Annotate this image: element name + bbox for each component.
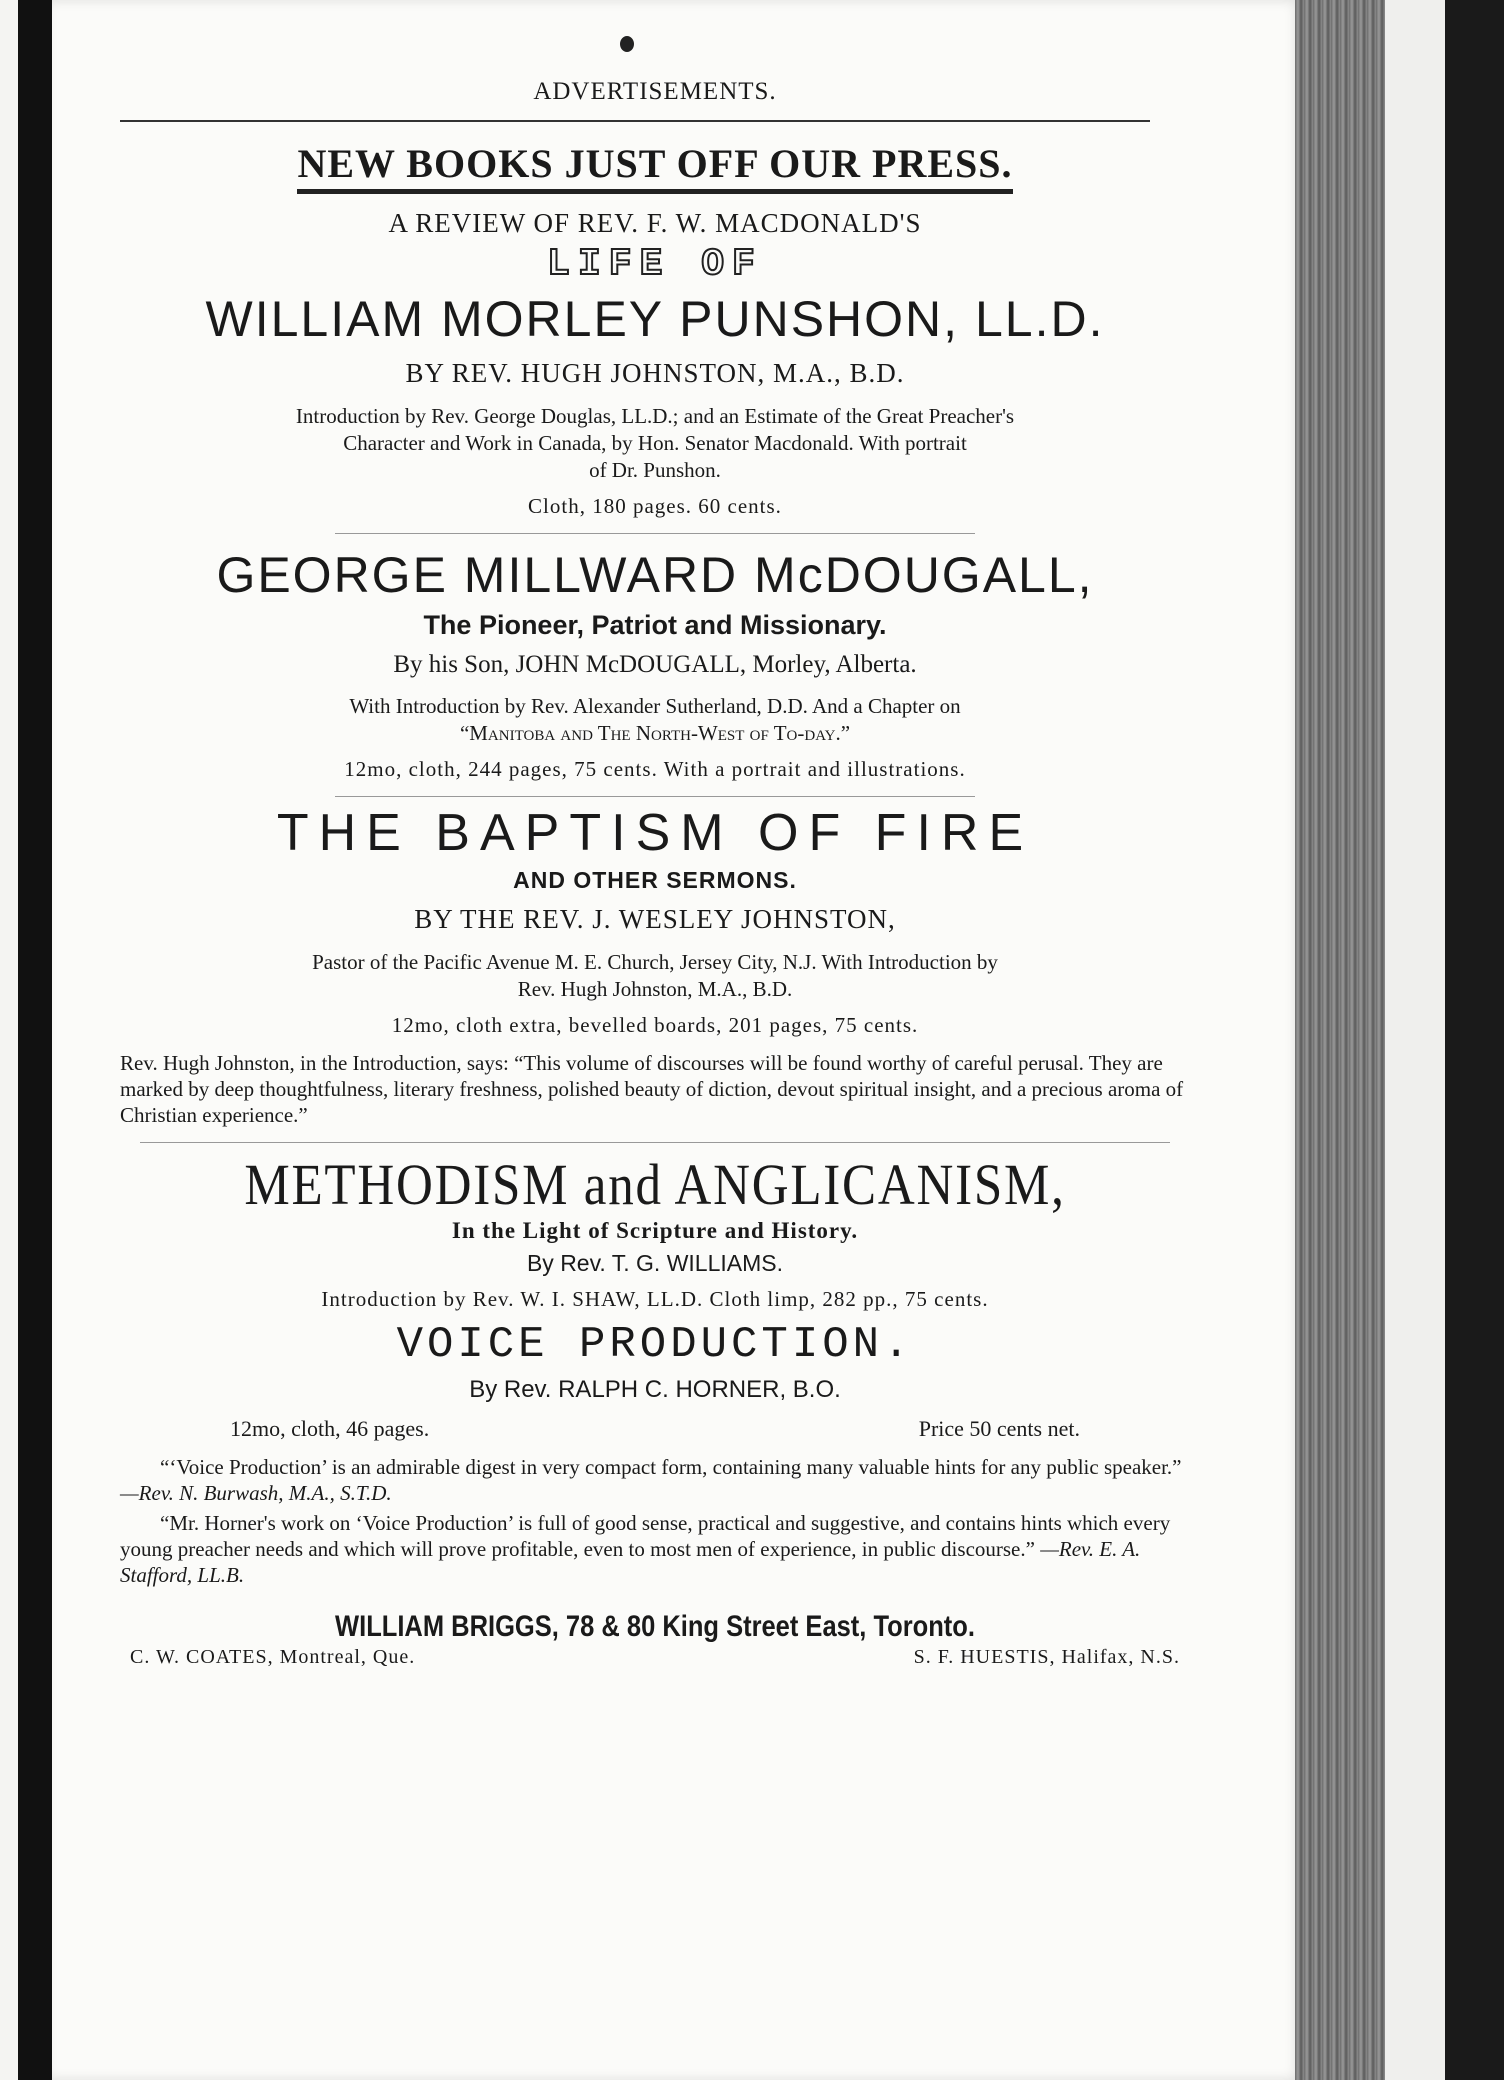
book-format: 12mo, cloth, 46 pages. xyxy=(230,1416,430,1441)
note-line: Character and Work in Canada, by Hon. Senator Macdonald. With portrait xyxy=(343,431,967,455)
page-content xyxy=(110,60,1200,1669)
book-note xyxy=(110,693,1200,747)
book-note xyxy=(110,403,1200,484)
book-byline: By Rev. T. G. WILLIAMS. xyxy=(526,1250,784,1276)
note-line: Pastor of the Pacific Avenue M. E. Church, Jersey City, N.J. With Introduction by xyxy=(312,950,998,974)
quote-source: —Rev. E. A. Stafford, LL.B. xyxy=(120,1537,1141,1587)
book-subtitle: AND OTHER SERMONS. xyxy=(513,867,797,893)
book-subtitle: In the Light of Scripture and History. xyxy=(451,1218,859,1243)
book-price: Cloth, 180 pages. 60 cents. xyxy=(528,494,782,518)
book-punshon xyxy=(110,208,1200,534)
book-baptism-of-fire xyxy=(110,803,1200,1143)
note-line: Rev. Hugh Johnston, M.A., B.D. xyxy=(517,977,793,1001)
book-title: THE BAPTISM OF FIRE xyxy=(276,804,1034,862)
note-line: “Manitoba and The North-West of To-day.” xyxy=(459,721,851,745)
note-line: Introduction by Rev. George Douglas, LL.D.; and an Estimate of the Great Preacher's xyxy=(295,404,1015,428)
note-line: of Dr. Punshon. xyxy=(589,458,721,482)
book-price: Price 50 cents net. xyxy=(918,1416,1080,1441)
facing-page-edge xyxy=(0,0,18,2080)
book-price: 12mo, cloth, 244 pages, 75 cents. With a portrait and illustrations. xyxy=(344,757,966,781)
book-methodism xyxy=(110,1151,1200,1312)
background-dark xyxy=(1445,0,1504,2080)
header-rule xyxy=(120,120,1150,122)
book-pre-title-2: LIFE OF xyxy=(547,243,763,286)
book-title: GEORGE MILLWARD McDOUGALL, xyxy=(216,547,1094,603)
note-line: With Introduction by Rev. Alexander Sutherland, D.D. And a Chapter on xyxy=(349,694,961,718)
running-header: ADVERTISEMENTS. xyxy=(533,78,777,105)
quote-text: “Mr. Horner's work on ‘Voice Production’ is full of good sense, practical and suggestive, and contains hints which every young preacher needs and which will prove profitable, even to most men of experience, in public discourse.” xyxy=(120,1511,1171,1561)
book-title: METHODISM and ANGLICANISM, xyxy=(244,1152,1066,1217)
agent-montreal: C. W. COATES, Montreal, Que. xyxy=(130,1646,416,1668)
agent-halifax: S. F. HUESTIS, Halifax, N.S. xyxy=(913,1646,1180,1668)
book-byline: By Rev. RALPH C. HORNER, B.O. xyxy=(469,1376,841,1403)
page-stack-edge xyxy=(1295,0,1385,2080)
book-mcdougall xyxy=(110,546,1200,797)
quote-text: “‘Voice Production’ is an admirable digest in very compact form, containing many valuable hints for any public speaker.” xyxy=(160,1455,1182,1479)
book-title: WILLIAM MORLEY PUNSHON, LL.D. xyxy=(205,291,1105,347)
book-byline: By his Son, JOHN McDOUGALL, Morley, Alberta. xyxy=(393,651,917,678)
section-separator xyxy=(335,796,975,797)
section-separator xyxy=(140,1142,1170,1143)
publisher-imprint: WILLIAM BRIGGS, 78 & 80 King Street East, Toronto. xyxy=(335,1610,975,1643)
book-quote: Rev. Hugh Johnston, in the Introduction, says: “This volume of discourses will be found worthy of careful perusal. They are marked by deep thoughtfulness, literary freshness, polished beauty of diction, devout spiritual insight, and a precious aroma of Christian experience.” xyxy=(120,1051,1184,1127)
agents-row xyxy=(130,1646,1180,1669)
book-quote xyxy=(120,1454,1190,1506)
price-row xyxy=(230,1416,1080,1442)
ink-blot xyxy=(620,36,634,52)
book-subtitle: The Pioneer, Patriot and Missionary. xyxy=(423,610,887,640)
book-price: 12mo, cloth extra, bevelled boards, 201 pages, 75 cents. xyxy=(391,1013,919,1037)
quote-source: —Rev. N. Burwash, M.A., S.T.D. xyxy=(120,1481,392,1505)
book-price: Introduction by Rev. W. I. SHAW, LL.D. Cloth limp, 282 pp., 75 cents. xyxy=(321,1287,989,1311)
book-title: VOICE PRODUCTION. xyxy=(396,1320,914,1370)
book-note xyxy=(110,949,1200,1003)
book-byline: BY REV. HUGH JOHNSTON, M.A., B.D. xyxy=(405,358,905,388)
book-quote xyxy=(120,1510,1190,1588)
book-pre-title: A REVIEW OF REV. F. W. MACDONALD'S xyxy=(388,208,922,238)
section-separator xyxy=(335,533,975,534)
banner-title: NEW BOOKS JUST OFF OUR PRESS. xyxy=(297,140,1012,194)
book-byline: BY THE REV. J. WESLEY JOHNSTON, xyxy=(414,904,896,934)
book-voice-production xyxy=(110,1320,1200,1588)
